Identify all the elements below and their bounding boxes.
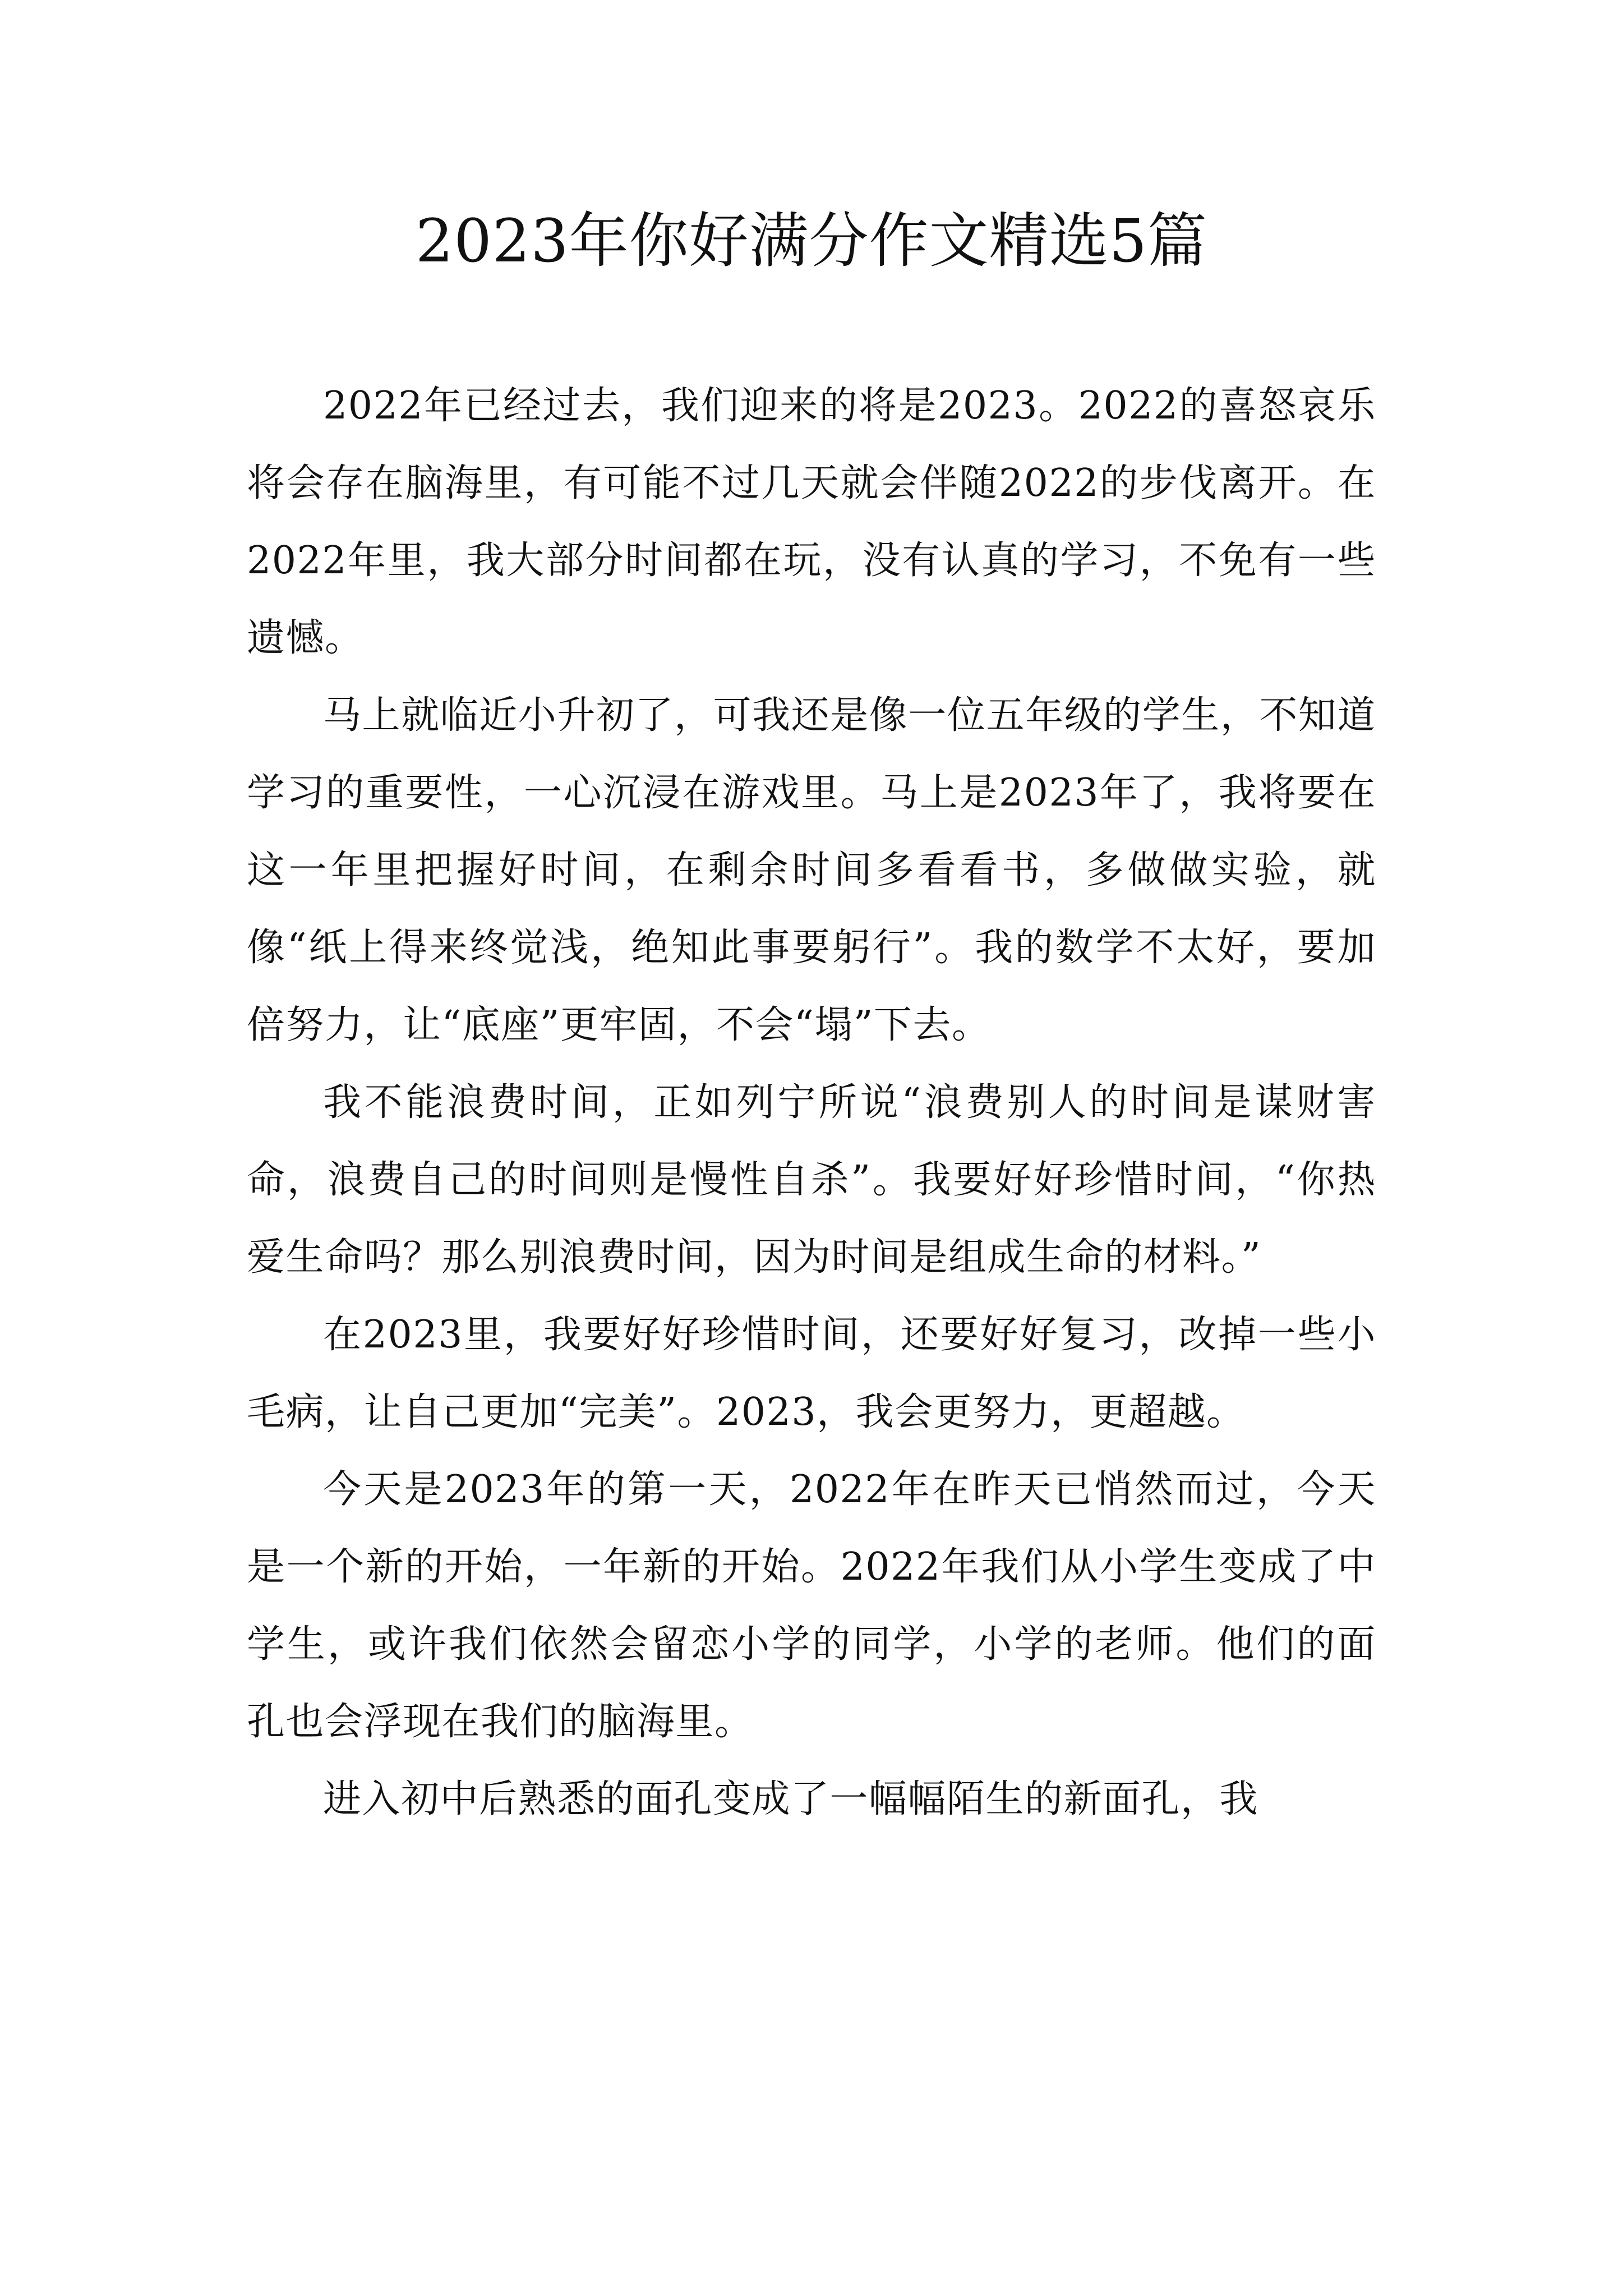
paragraph: 在2023里，我要好好珍惜时间，还要好好复习，改掉一些小毛病，让自己更加“完美”。2023，我会更努力，更超越。 [247,1313,1376,1434]
document-body [247,367,1376,1838]
paragraph: 进入初中后熟悉的面孔变成了一幅幅陌生的新面孔，我 [323,1777,1259,1821]
paragraph: 2022年已经过去，我们迎来的将是2023。2022的喜怒哀乐将会存在脑海里，有可能不过几天就会伴随2022的步伐离开。在2022年里，我大部分时间都在玩，没有认真的学习，不免有一些遗憾。 [247,384,1376,660]
paragraph: 今天是2023年的第一天，2022年在昨天已悄然而过，今天是一个新的开始，一年新的开始。2022年我们从小学生变成了中学生，或许我们依然会留恋小学的同学，小学的老师。他们的面孔也会浮现在我们的脑海里。 [247,1467,1376,1744]
paragraph: 我不能浪费时间，正如列宁所说“浪费别人的时间是谋财害命，浪费自己的时间则是慢性自杀”。我要好好珍惜时间，“你热爱生命吗？那么别浪费时间，因为时间是组成生命的材料。” [247,1080,1376,1280]
paragraph: 马上就临近小升初了，可我还是像一位五年级的学生，不知道学习的重要性，一心沉浸在游戏里。马上是2023年了，我将要在这一年里把握好时间，在剩余时间多看看书，多做做实验，就像“纸上得来终觉浅，绝知此事要躬行”。我的数学不太好，要加倍努力，让“底座”更牢固，不会“塌”下去。 [247,693,1376,1047]
document-title: 2023年你好满分作文精选5篇 [415,206,1208,275]
